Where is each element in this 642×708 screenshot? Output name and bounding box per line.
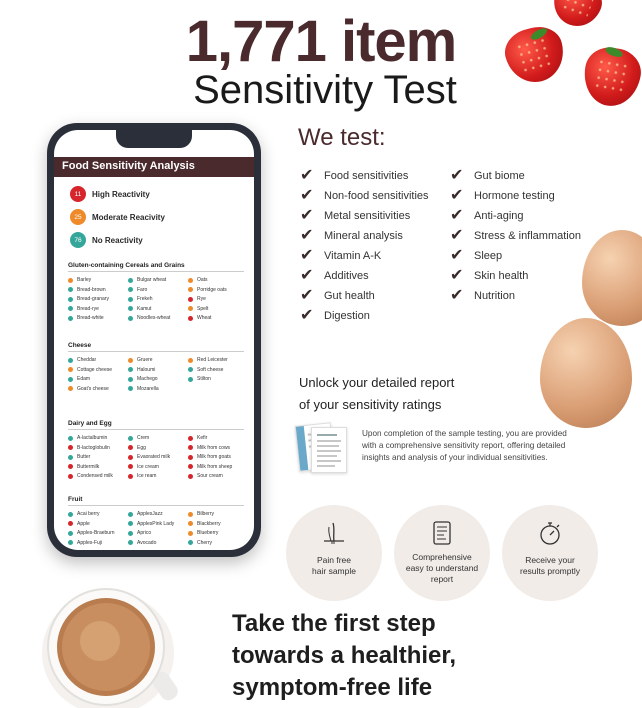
food-item-name: Stilton xyxy=(197,376,211,382)
food-item xyxy=(68,473,124,479)
checkmark-icon: ✔ xyxy=(300,267,314,284)
food-item xyxy=(68,454,124,460)
feature-results xyxy=(502,505,598,601)
checkmark-icon: ✔ xyxy=(300,167,314,184)
test-item-label: Gut biome xyxy=(474,170,525,182)
food-item xyxy=(188,357,244,363)
food-item xyxy=(128,473,184,479)
reactivity-dot xyxy=(188,278,193,283)
food-item xyxy=(188,540,244,546)
cta-line3: symptom-free life xyxy=(232,674,433,701)
legend-count-badge: 11 xyxy=(70,186,86,202)
test-item xyxy=(450,286,581,306)
legend-count-badge: 25 xyxy=(70,209,86,225)
checkmark-icon: ✔ xyxy=(450,247,464,264)
food-item xyxy=(68,277,124,283)
reactivity-dot xyxy=(68,297,73,302)
food-item-name: Milk from cows xyxy=(197,444,231,451)
test-item-label: Nutrition xyxy=(474,290,515,302)
food-item xyxy=(188,435,244,441)
food-item xyxy=(68,511,124,517)
reactivity-dot xyxy=(188,358,193,363)
food-item-name: Butter xyxy=(77,454,91,460)
food-item xyxy=(188,315,244,321)
test-item xyxy=(450,226,581,246)
food-item xyxy=(128,521,184,527)
food-item xyxy=(128,277,184,283)
food-item xyxy=(68,376,124,382)
food-item-name: Faro xyxy=(137,286,148,293)
reactivity-dot xyxy=(128,531,133,536)
feature-results-line2: results promptly xyxy=(520,566,580,576)
food-item-name: Kamut xyxy=(137,305,152,312)
test-item xyxy=(300,166,429,186)
checkmark-icon: ✔ xyxy=(300,187,314,204)
reactivity-dot xyxy=(128,367,133,372)
food-item xyxy=(68,357,124,363)
reactivity-dot xyxy=(188,436,193,441)
test-item xyxy=(450,246,581,266)
report-description: Upon completion of the sample testing, you are provided with a comprehensive sensitivity report, offering detailed insights and analysis of your individual sensitivities. xyxy=(362,429,567,462)
food-item xyxy=(128,435,184,441)
food-item xyxy=(128,511,184,517)
food-item-name: Cheddar xyxy=(77,357,97,363)
phone-screen xyxy=(54,130,254,550)
reactivity-dot xyxy=(68,445,73,450)
food-item-name: Cherry xyxy=(197,539,213,546)
food-item-name: Sour cream xyxy=(197,473,223,479)
food-item-name: Bread-brown xyxy=(77,286,106,293)
food-item xyxy=(188,306,244,312)
food-item-name: Blackberry xyxy=(197,520,221,527)
reactivity-dot xyxy=(128,445,133,450)
food-item xyxy=(128,540,184,546)
food-item-grid xyxy=(68,277,244,321)
food-item xyxy=(128,315,184,321)
reactivity-dot xyxy=(188,367,193,372)
reactivity-dot xyxy=(68,358,73,363)
reactivity-dot xyxy=(68,436,73,441)
test-item xyxy=(300,306,429,326)
legend-count-badge: 76 xyxy=(70,232,86,248)
report-thumbnail-image xyxy=(297,424,349,474)
food-item-name: ApplesJazz xyxy=(137,511,163,517)
food-item xyxy=(68,464,124,470)
legend-label: Moderate Reacivity xyxy=(92,212,165,222)
food-item xyxy=(128,357,184,363)
food-item-name: Buttermilk xyxy=(77,463,100,470)
food-item-name: Apple xyxy=(77,520,90,527)
food-item-name: Crem xyxy=(137,435,150,441)
food-item-name: Gruere xyxy=(137,357,153,363)
food-item-name: Rye xyxy=(197,296,206,302)
reactivity-dot xyxy=(188,464,193,469)
reactivity-dot xyxy=(128,455,133,460)
food-item xyxy=(188,376,244,382)
food-item xyxy=(68,540,124,546)
food-category xyxy=(68,342,244,392)
reactivity-dot xyxy=(128,474,133,479)
food-category-title: Dairy and Egg xyxy=(68,420,244,430)
reactivity-dot xyxy=(68,386,73,391)
food-item-name: Barley xyxy=(77,277,92,283)
test-item-label: Hormone testing xyxy=(474,190,555,202)
feature-report xyxy=(394,505,490,601)
food-item-name: Soft cheese xyxy=(197,366,224,373)
feature-report-line1: Comprehensive xyxy=(412,552,472,562)
reactivity-dot xyxy=(68,540,73,545)
checkmark-icon: ✔ xyxy=(300,307,314,324)
food-item-name: Machego xyxy=(137,376,158,382)
food-category xyxy=(68,262,244,321)
reactivity-dot xyxy=(188,474,193,479)
reactivity-dot xyxy=(128,464,133,469)
reactivity-dot xyxy=(128,377,133,382)
food-item xyxy=(68,445,124,451)
reactivity-dot xyxy=(128,540,133,545)
food-item xyxy=(188,473,244,479)
test-item xyxy=(450,266,581,286)
food-item-name: Edam xyxy=(77,376,91,382)
legend-row xyxy=(70,209,165,225)
reactivity-dot xyxy=(128,287,133,292)
test-item xyxy=(300,226,429,246)
phone-notch xyxy=(116,130,192,148)
legend-row xyxy=(70,186,165,202)
reactivity-dot xyxy=(128,512,133,517)
reactivity-dot xyxy=(188,377,193,382)
food-category xyxy=(68,496,244,546)
we-test-title: We test: xyxy=(298,124,386,151)
food-item-name: Red Leicester xyxy=(197,357,228,363)
food-item-name: Bread-white xyxy=(77,315,104,321)
food-item xyxy=(128,464,184,470)
reactivity-dot xyxy=(68,474,73,479)
food-item-name: Haloumi xyxy=(137,366,156,373)
food-item-name: Kefir xyxy=(197,435,208,441)
food-item xyxy=(128,376,184,382)
checkmark-icon: ✔ xyxy=(450,187,464,204)
food-item-name: Bulgar wheat xyxy=(137,277,167,283)
food-item-name: Aprico xyxy=(137,530,152,536)
food-item xyxy=(188,454,244,460)
reactivity-dot xyxy=(68,377,73,382)
reactivity-dot xyxy=(188,287,193,292)
food-item xyxy=(68,530,124,536)
reactivity-dot xyxy=(68,521,73,526)
feature-results-line1: Receive your xyxy=(525,555,575,565)
test-item xyxy=(450,206,581,226)
reactivity-dot xyxy=(188,316,193,321)
food-item xyxy=(188,445,244,451)
test-item xyxy=(300,186,429,206)
test-item-label: Digestion xyxy=(324,310,370,322)
food-item xyxy=(68,315,124,321)
reactivity-dot xyxy=(68,367,73,372)
reactivity-dot xyxy=(128,278,133,283)
reactivity-dot xyxy=(188,455,193,460)
feature-hair-sample xyxy=(286,505,382,601)
food-item-name: Spelt xyxy=(197,305,209,312)
reactivity-dot xyxy=(68,278,73,283)
food-item xyxy=(188,386,244,392)
food-item xyxy=(128,445,184,451)
reactivity-dot xyxy=(68,464,73,469)
food-item-name: Frekeh xyxy=(137,296,153,302)
test-item-label: Mineral analysis xyxy=(324,230,403,242)
reactivity-dot xyxy=(128,436,133,441)
reactivity-dot xyxy=(128,316,133,321)
feature-report-line3: report xyxy=(430,574,454,584)
feature-hair-line2: hair sample xyxy=(312,566,356,576)
reactivity-dot xyxy=(188,297,193,302)
reactivity-dot xyxy=(128,521,133,526)
reactivity-dot xyxy=(128,306,133,311)
reactivity-dot xyxy=(128,358,133,363)
cta-line2: towards a healthier, xyxy=(232,642,457,669)
we-test-list-right xyxy=(450,166,581,306)
test-item xyxy=(450,166,581,186)
food-item-name: Bilberry xyxy=(197,511,214,517)
coffee-cup-image xyxy=(38,575,178,708)
unlock-report-heading xyxy=(299,372,454,416)
checkmark-icon: ✔ xyxy=(300,247,314,264)
food-item xyxy=(128,287,184,293)
food-item xyxy=(188,521,244,527)
food-item xyxy=(188,367,244,373)
headline-count: 1,771 item xyxy=(185,9,457,74)
checkmark-icon: ✔ xyxy=(300,207,314,224)
food-item-name: Goat's cheese xyxy=(77,385,109,392)
reactivity-dot xyxy=(68,287,73,292)
reactivity-dot xyxy=(68,316,73,321)
we-test-list-left xyxy=(300,166,429,326)
food-item-name: Bread-granary xyxy=(77,296,109,302)
test-item xyxy=(300,246,429,266)
phone-mockup xyxy=(47,123,261,557)
test-item-label: Stress & inflammation xyxy=(474,230,581,242)
report-header: Food Sensitivity Analysis xyxy=(54,157,254,177)
reactivity-dot xyxy=(188,445,193,450)
reactivity-dot xyxy=(128,386,133,391)
hair-icon xyxy=(320,519,348,547)
legend-label: No Reactivity xyxy=(92,235,143,245)
test-item-label: Additives xyxy=(324,270,369,282)
checkmark-icon: ✔ xyxy=(300,227,314,244)
feature-report-line2: easy to understand xyxy=(405,563,479,573)
food-item-name: Wheat xyxy=(197,315,212,321)
reactivity-dot xyxy=(68,512,73,517)
food-item xyxy=(188,287,244,293)
reactivity-dot xyxy=(68,531,73,536)
food-item-grid xyxy=(68,435,244,479)
headline-title: Sensitivity Test xyxy=(193,68,457,112)
food-item-name: B-lactoglobulin xyxy=(77,444,110,451)
food-item xyxy=(68,367,124,373)
food-item-name: Egg xyxy=(137,444,146,451)
food-item-name: Avocado xyxy=(137,539,157,546)
food-item-name: Blueberry xyxy=(197,530,219,536)
food-item-name: Condensed milk xyxy=(77,473,113,479)
food-item-name: Mozarella xyxy=(137,385,159,392)
reactivity-dot xyxy=(128,297,133,302)
reactivity-dot xyxy=(188,512,193,517)
food-item-name: Acai berry xyxy=(77,511,100,517)
food-item xyxy=(128,306,184,312)
reactivity-dot xyxy=(188,540,193,545)
food-item xyxy=(68,296,124,302)
unlock-heading-line1: Unlock your detailed report xyxy=(299,375,455,390)
food-item xyxy=(128,367,184,373)
food-item xyxy=(128,386,184,392)
checkmark-icon: ✔ xyxy=(450,207,464,224)
feature-hair-line1: Pain free xyxy=(316,555,352,565)
report-icon xyxy=(428,519,456,547)
food-item-name: Bread-rye xyxy=(77,305,99,312)
food-item-grid xyxy=(68,511,244,546)
test-item-label: Food sensitivities xyxy=(324,170,409,182)
food-item-grid xyxy=(68,357,244,392)
checkmark-icon: ✔ xyxy=(300,287,314,304)
unlock-heading-line2: of your sensitivity ratings xyxy=(299,397,442,412)
food-item xyxy=(68,386,124,392)
reactivity-dot xyxy=(188,531,193,536)
legend-label: High Reactivity xyxy=(92,189,150,199)
food-item-name: Apples-Fuji xyxy=(77,539,103,546)
food-category-title: Gluten-containing Cereals and Grains xyxy=(68,262,244,272)
reactivity-dot xyxy=(68,306,73,311)
food-item xyxy=(188,296,244,302)
checkmark-icon: ✔ xyxy=(450,227,464,244)
food-item xyxy=(128,296,184,302)
food-item-name: Ice cream xyxy=(137,463,159,470)
test-item-label: Vitamin A-K xyxy=(324,250,382,262)
food-item xyxy=(68,521,124,527)
checkmark-icon: ✔ xyxy=(450,167,464,184)
test-item-label: Anti-aging xyxy=(474,210,524,222)
food-item-name: A-lactalbumin xyxy=(77,435,108,441)
test-item xyxy=(300,286,429,306)
reactivity-dot xyxy=(188,306,193,311)
food-category xyxy=(68,420,244,479)
cta-heading xyxy=(232,608,456,704)
food-item xyxy=(128,454,184,460)
food-category-title: Fruit xyxy=(68,496,244,506)
food-item-name: Evaorated milk xyxy=(137,454,171,460)
food-item-name: Oats xyxy=(197,277,208,283)
stopwatch-icon xyxy=(536,519,564,547)
food-item xyxy=(188,277,244,283)
food-item-name: Ice ream xyxy=(137,473,157,479)
food-item xyxy=(68,435,124,441)
checkmark-icon: ✔ xyxy=(450,267,464,284)
food-item xyxy=(68,287,124,293)
food-item-name: Milk from goats xyxy=(197,454,231,460)
test-item xyxy=(450,186,581,206)
food-item xyxy=(188,464,244,470)
legend-row xyxy=(70,232,165,248)
food-item xyxy=(68,306,124,312)
food-item-name: Apples-Braeburn xyxy=(77,530,115,536)
test-item-label: Metal sensitivities xyxy=(324,210,411,222)
reactivity-legend xyxy=(70,186,165,255)
food-item-name: Cottage cheese xyxy=(77,366,113,373)
food-item xyxy=(188,530,244,536)
food-item-name: Porridge oats xyxy=(197,286,227,293)
food-item-name: Noodles-wheat xyxy=(137,315,171,321)
test-item-label: Skin health xyxy=(474,270,529,282)
food-category-title: Cheese xyxy=(68,342,244,352)
food-item-name: Milk from sheep xyxy=(197,463,233,470)
cta-line1: Take the first step xyxy=(232,610,436,637)
test-item-label: Gut health xyxy=(324,290,375,302)
food-item xyxy=(188,511,244,517)
food-item xyxy=(128,530,184,536)
test-item-label: Non-food sensitivities xyxy=(324,190,429,202)
test-item xyxy=(300,206,429,226)
reactivity-dot xyxy=(68,455,73,460)
test-item-label: Sleep xyxy=(474,250,503,262)
food-item-name: ApplesPink Lady xyxy=(137,520,175,527)
reactivity-dot xyxy=(188,521,193,526)
test-item xyxy=(300,266,429,286)
checkmark-icon: ✔ xyxy=(450,287,464,304)
